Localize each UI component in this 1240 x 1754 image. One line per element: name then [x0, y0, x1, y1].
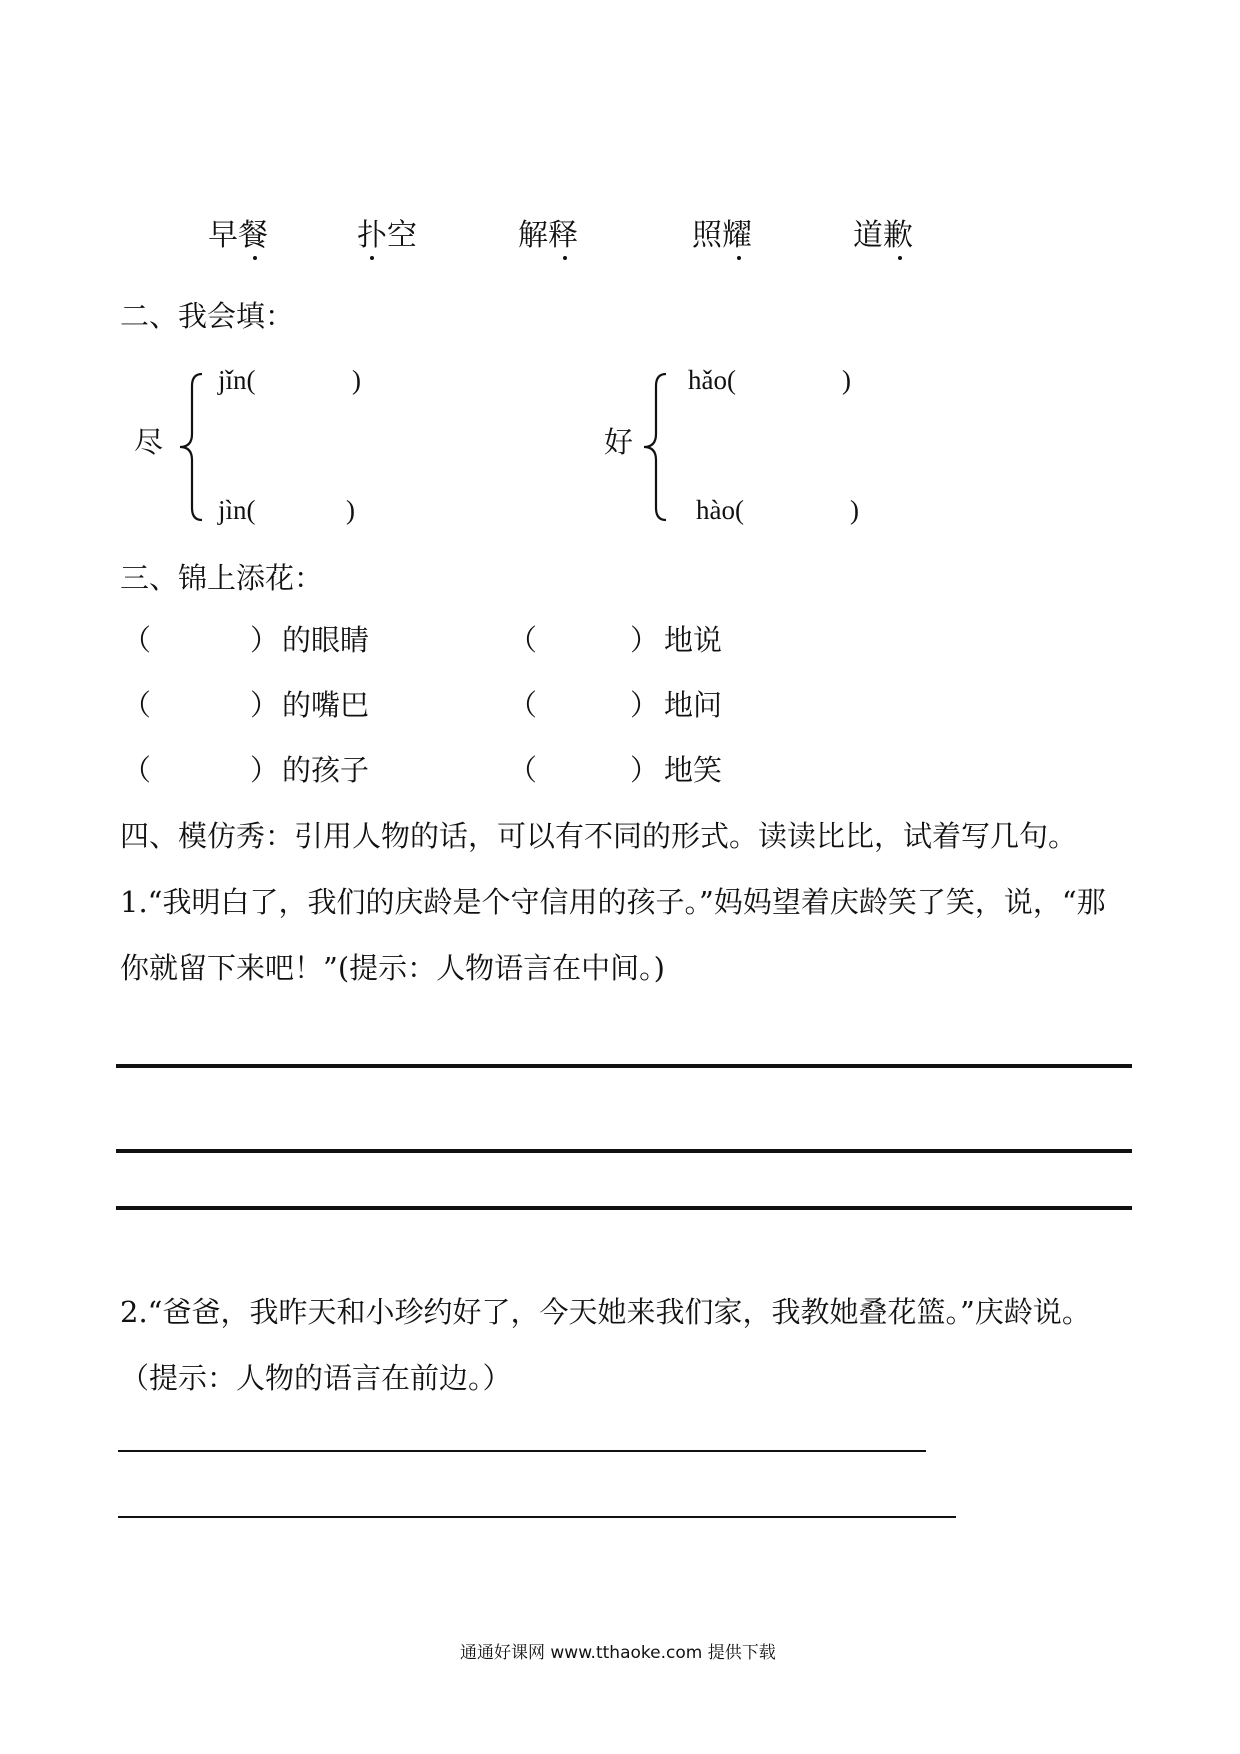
close-paren: ） [630, 623, 660, 657]
question-2-line-2: （提示：人物的语言在前边。） [120, 1361, 512, 1395]
bottom-pinyin [218, 494, 256, 526]
section-title: 四、模仿秀：引用人物的话，可以有不同的形式。读读比比，试着写几句。 [120, 819, 1078, 853]
question-1-line-2: 你就留下来吧！”(提示：人物语言在中间。) [120, 951, 665, 985]
question-2-line-1: 2.“爸爸，我昨天和小珍约好了，今天她来我们家，我教她叠花篮。”庆龄说。 [120, 1295, 1091, 1329]
fill-item: 的孩子 [282, 753, 370, 787]
close-paren: ) [352, 365, 361, 395]
word-text: 道歉 [853, 218, 913, 253]
top-pinyin [688, 364, 736, 396]
page-footer: 通通好课网 www.tthaoke.com 提供下载 [460, 1643, 776, 1663]
fill-item: 地笑 [664, 753, 723, 787]
pinyin-text: hào( [696, 495, 744, 525]
word-text: 扑空 [357, 218, 417, 253]
answer-line [118, 1450, 926, 1452]
emphasis-dot [253, 256, 257, 260]
close-paren: ） [250, 623, 280, 657]
word-item [853, 216, 913, 256]
fill-item: 的眼睛 [282, 623, 370, 657]
open-paren: （ [508, 623, 538, 657]
emphasis-dot [737, 256, 741, 260]
close-paren: ） [250, 688, 280, 722]
close-paren: ） [630, 753, 660, 787]
open-paren: （ [508, 688, 538, 722]
bottom-pinyin [696, 494, 744, 526]
word-item [692, 216, 752, 256]
close-paren: ） [630, 688, 660, 722]
question-1-line-1: 1.“我明白了，我们的庆龄是个守信用的孩子。”妈妈望着庆龄笑了笑，说，“那 [120, 885, 1106, 919]
answer-line [116, 1206, 1132, 1210]
open-paren: （ [508, 753, 538, 787]
answer-line [116, 1064, 1132, 1068]
close-paren: ) [346, 495, 355, 525]
open-paren: （ [122, 623, 152, 657]
close-paren: ) [842, 365, 851, 395]
curly-brace-icon [176, 372, 206, 522]
answer-line [118, 1516, 956, 1518]
word-text: 早餐 [208, 218, 268, 253]
curly-brace-icon [640, 372, 670, 522]
emphasis-dot [563, 256, 567, 260]
pinyin-text: jǐn( [218, 365, 256, 395]
word-text: 解释 [518, 218, 578, 253]
word-text: 照耀 [692, 218, 752, 253]
section-title: 三、锦上添花： [120, 561, 324, 595]
word-item [518, 216, 578, 256]
open-paren: （ [122, 753, 152, 787]
close-paren: ) [850, 495, 859, 525]
fill-item: 地说 [664, 623, 723, 657]
fill-item: 地问 [664, 688, 723, 722]
answer-line [116, 1149, 1132, 1153]
close-paren: ） [250, 753, 280, 787]
fill-item: 的嘴巴 [282, 688, 370, 722]
open-paren: （ [122, 688, 152, 722]
emphasis-dot [898, 256, 902, 260]
group-character: 尽 [134, 425, 164, 459]
pinyin-text: jìn( [218, 495, 256, 525]
section-title: 二、我会填： [120, 299, 295, 333]
emphasis-dot [370, 256, 374, 260]
pinyin-text: hǎo( [688, 365, 736, 395]
group-character: 好 [604, 425, 634, 459]
word-item [357, 216, 417, 256]
word-item [208, 216, 268, 256]
top-pinyin [218, 364, 256, 396]
